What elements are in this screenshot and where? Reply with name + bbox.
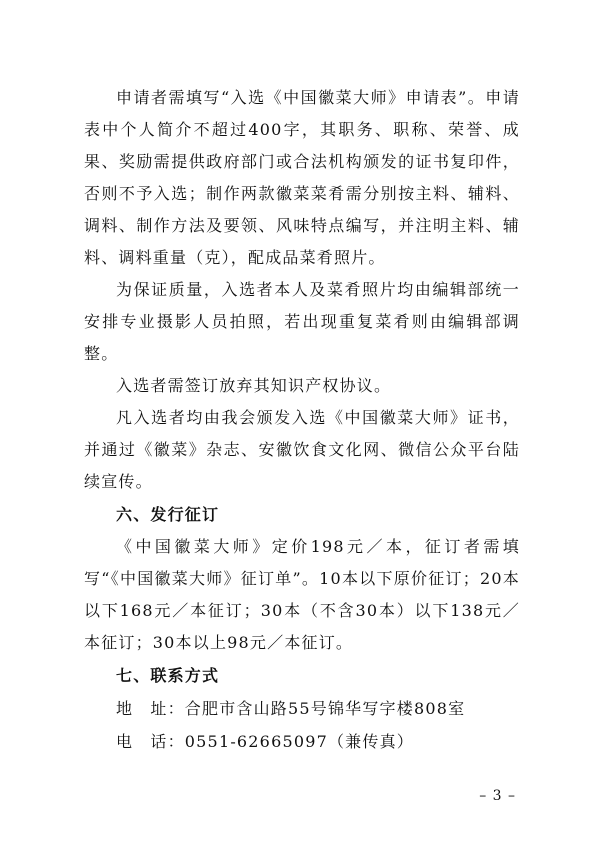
contact-address: 地 址：合肥市含山路55号锦华写字楼808室: [116, 699, 466, 718]
paragraph-application-form: 申请者需填写“入选《中国徽菜大师》申请表”。申请表中个人简介不超过400字，其职务、职称、荣誉、成果、奖励需提供政府部门或合法机构颁发的证书复印件，否则不予入选；制作两款徽菜菜肴需分别按主料、辅料、调料、制作方法及要领、风味特点编写，并注明主料、辅料、调料重量（克），配成品菜肴照片。: [84, 88, 520, 267]
paragraph-pricing: 《中国徽菜大师》定价198元／本，征订者需填写“《中国徽菜大师》征订单”。10本以下原价征订；20本以下168元／本征订；30本（不含30本）以下138元／本征订；30本以上98元／本征订。: [84, 537, 520, 652]
section-heading-contact: 七、联系方式: [116, 666, 220, 685]
contact-phone: 电 话：0551-62665097（兼传真）: [116, 732, 414, 751]
document-body: [84, 82, 520, 758]
paragraph-quality-assurance: 为保证质量，入选者本人及菜肴照片均由编辑部统一安排专业摄影人员拍照，若出现重复菜肴则由编辑部调整。: [84, 280, 520, 363]
paragraph-ip-agreement: 入选者需签订放弃其知识产权协议。: [116, 376, 392, 395]
section-heading-distribution: 六、发行征订: [116, 505, 220, 524]
paragraph-certificate: 凡入选者均由我会颁发入选《中国徽菜大师》证书，并通过《徽菜》杂志、安徽饮食文化网、微信公众平台陆续宣传。: [84, 408, 520, 491]
page-number: – 3 –: [479, 788, 516, 804]
